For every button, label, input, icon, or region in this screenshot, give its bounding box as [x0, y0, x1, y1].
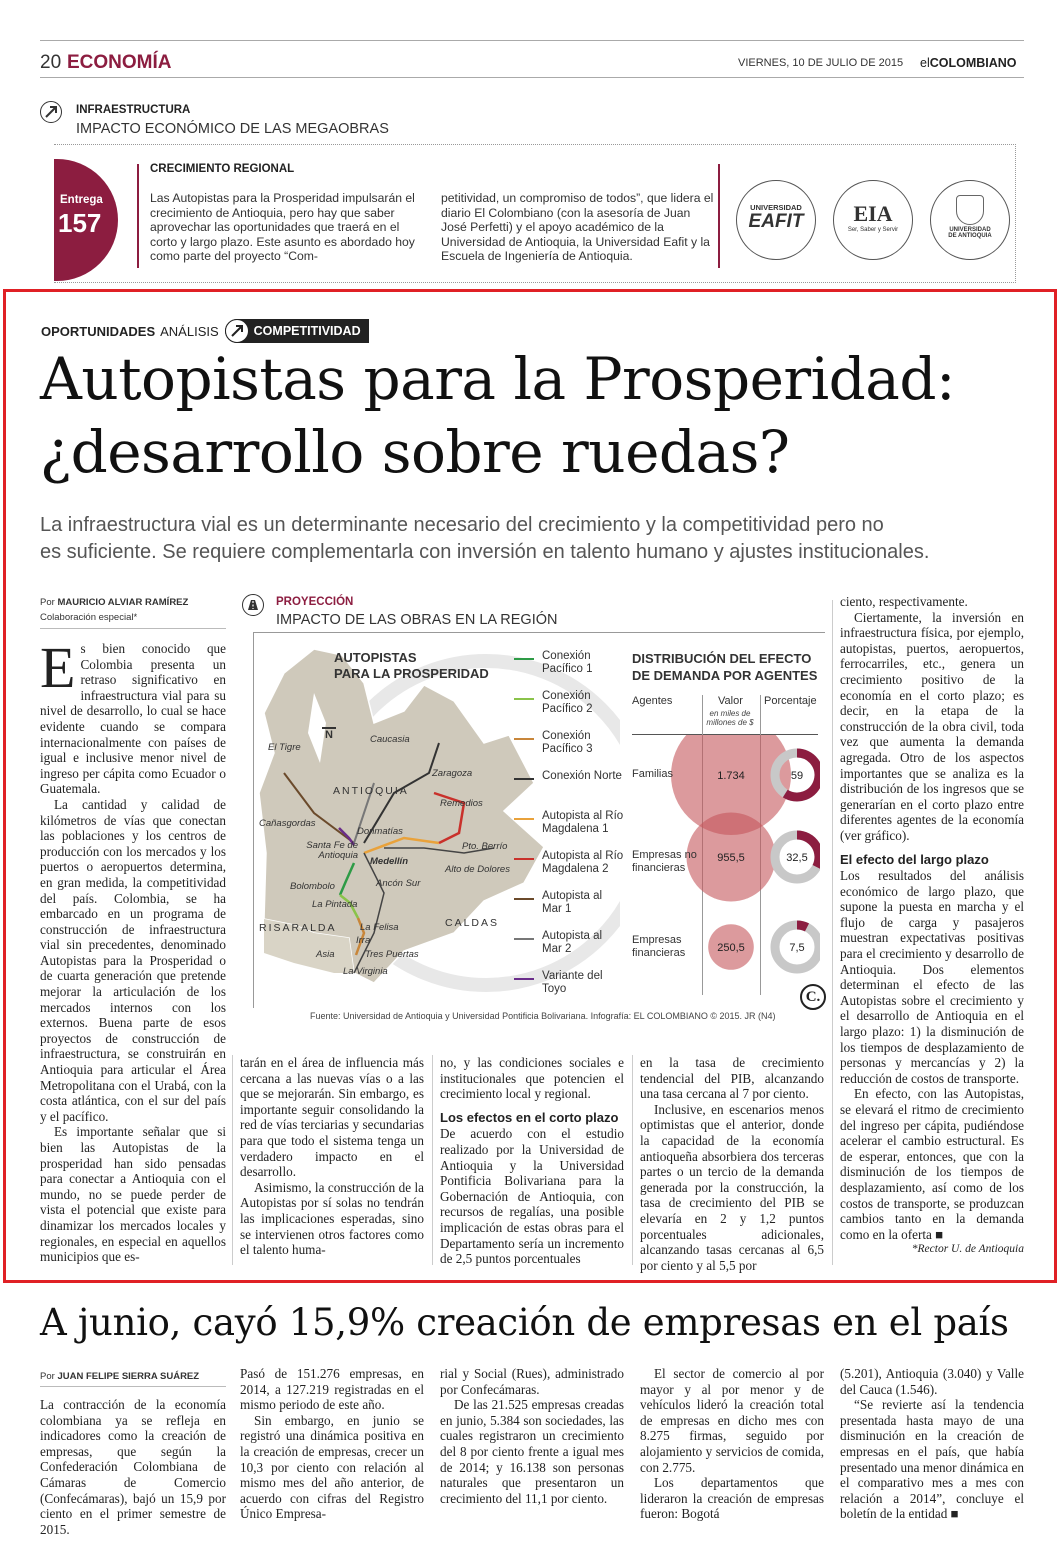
top-rule [40, 40, 1024, 41]
headline-line1: Autopistas para la Prosperidad: [40, 345, 956, 413]
byline-role: Colaboración especial* [40, 612, 138, 623]
north-arrow-icon: N [322, 727, 336, 743]
legend-item [514, 810, 624, 850]
article2-byline-prefix: Por [40, 1371, 55, 1382]
footnote: *Rector U. de Antioquia [911, 1243, 1024, 1256]
a2-col5-p1: (5.201), Antioquia (3.040) y Valle del Cauca (1.546). [840, 1366, 1024, 1397]
issue-date: VIERNES, 10 DE JULIO DE 2015 [738, 57, 904, 69]
col-header-valor: Valor [718, 695, 743, 707]
masthead [40, 52, 1024, 74]
place-santa-fe: Santa Fe de Antioquia [306, 840, 358, 861]
byline [40, 597, 188, 608]
legend-swatch [514, 818, 534, 820]
legend-swatch [514, 698, 534, 700]
col2-p2: Asimismo, la construcción de la Autopistas por sí solas no tendrán las implicaciones esperadas, sino se intervienen otros factores como el talento huma- [240, 1179, 424, 1258]
col3-p2: De acuerdo con el estudio realizado por la Universidad de Antioquia y la Universidad Pontificia Bolivariana para la Gobernación de Antioquia, con recursos de regalías, una posible implicación de estas obras para el Departamento sería un incremento de 2,5 puntos porcentuales [440, 1126, 624, 1267]
col-separator-1 [232, 1055, 233, 1265]
article-col3 [440, 1055, 624, 1267]
series-left-rule [137, 164, 139, 268]
a2-col5-p2-text: “Se revierte así la tendencia presentada hasta mayo de una disminución en la creación de empresas en el país, que había presentado una menor dinámica en el comparativo mes a mes con relación a 2014”, concluye el boletín de la entidad [840, 1397, 1024, 1522]
place-medellin: Medellín [370, 856, 409, 867]
infographic-icon [242, 594, 264, 616]
legend-label: Conexión Pacífico 3 [542, 730, 593, 755]
place-donmatias: Donmatías [357, 826, 403, 837]
map-title-line2: PARA LA PROSPERIDAD [334, 666, 489, 681]
headline-line2: ¿desarrollo sobre ruedas? [40, 418, 790, 486]
col4-p1: en la tasa de crecimiento tendencial del PIB, alcanzando una tasa cercana al 7 por ciento. [640, 1055, 824, 1102]
page-number: 20 [40, 52, 62, 73]
article2-col5 [840, 1366, 1024, 1522]
eafit-line1: UNIVERSIDAD [750, 203, 802, 212]
legend-swatch [514, 858, 534, 860]
infographic-title: IMPACTO DE LAS OBRAS EN LA REGIÓN [276, 612, 558, 628]
col5-subhead: El efecto del largo plazo [840, 851, 989, 867]
a2-col2-p2: Sin embargo, en junio se registró una dinámica positiva en la creación de empresas, crecer un 10,3 por ciento con relación al mismo mes del año anterior, de acuerdo con cifras del Registro Único Empresa- [240, 1412, 424, 1522]
udea-line2: DE ANTIOQUIA [948, 233, 992, 239]
article-col1 [40, 635, 226, 1265]
map-title [334, 650, 489, 682]
udea-line1: UNIVERSIDAD [949, 227, 991, 233]
topic-tag-label: COMPETITIVIDAD [253, 324, 361, 338]
series-kicker: INFRAESTRUCTURA [76, 104, 191, 116]
legend-label: Variante del Toyo [542, 970, 603, 995]
paper-prefix: el [920, 56, 930, 70]
place-asia: Asia [316, 949, 335, 960]
col1-p1-text: s bien conocido que Colombia presenta un retraso significativo en infraestructura vial para su nivel de desarrollo, lo cual se hace evidente cuando se compara internacionalmente con países de igual e inclusive menor nivel de ingreso per cápita como Ecuador o Guatemala. [40, 641, 226, 797]
place-pto-berrio: Pto. Berrío [462, 841, 508, 852]
legend-item [514, 770, 624, 810]
legend-label: Autopista al Mar 1 [542, 890, 603, 915]
place-remedios: Remedios [440, 798, 483, 809]
place-la-virginia: La Virginia [343, 966, 388, 977]
legend-item [514, 890, 624, 930]
legend-label: Autopista al Río Magdalena 1 [542, 810, 624, 835]
infographic-kicker: PROYECCIÓN [276, 596, 354, 608]
legend-swatch [514, 738, 534, 740]
masthead-rule [40, 77, 1024, 78]
legend-item [514, 850, 624, 890]
region-label-antioquia: ANTIOQUIA [333, 785, 409, 797]
legend-item [514, 970, 624, 1010]
a2-col5-p2 [840, 1397, 1024, 1522]
dropcap: E [40, 635, 76, 700]
legend-swatch [514, 778, 534, 780]
a2-col3-p2: De las 21.525 empresas creadas en junio, 5.384 son sociedades, las cuales registraron un crecimiento del 8 por ciento frente a igual mes de 2014; y 16.138 son personas naturales que presentaron un crecimiento del 11,1 por ciento. [440, 1397, 624, 1506]
legend-swatch [514, 938, 534, 940]
col3-p1: no, y las condiciones sociales e institucionales que potencien el crecimiento local y regional. [440, 1055, 624, 1102]
place-el-tigre: El Tigre [268, 742, 301, 753]
col1-p2: La cantidad y calidad de kilómetros de vías que conectan las poblaciones y los centros de producción con los mercados y los puertos o aeropuertos determina, en gran medida, la competitividad del país. Colombia, se ha embarcado en un programa de construcción de infraestructura vial sin precedentes, denominado Autopistas para la Prosperidad o de cuarta generación que pretende mejorar la articulación de los mercados internos con los externos. Buena parte de esos proyectos de construcción de infraestructura, se construirán en Antioquia para articular el Área Metropolitana con el Urabá, con la costa atlántica, con el sur del país y el pacífico. [40, 796, 226, 1124]
a2-col3-p1: rial y Social (Rues), administrado por Confecámaras. [440, 1366, 624, 1397]
percent-donut-arc [797, 925, 807, 927]
percent-label: 7,5 [789, 942, 805, 954]
eafit-logo [736, 180, 816, 260]
col-header-porcentaje: Porcentaje [764, 695, 817, 707]
legend-swatch [514, 978, 534, 980]
deck-line1: La infraestructura vial es un determinante necesario del crecimiento y la competitividad pero no [40, 514, 884, 536]
article2-byline [40, 1371, 199, 1382]
infographic-logo-icon: C. [800, 984, 826, 1010]
arrow-badge-icon [225, 319, 249, 343]
col2-p1: tarán en el área de influencia más cercana a las nuevas vías o a las que se mejorarán. Sin embargo, es importante seguir consolidando la red de vías terciarias y secundarias para que todo el sistema tenga un verdadero impacto en el desarrollo. [240, 1055, 424, 1180]
col1-p3: Es importante señalar que si bien las Autopistas de la prosperidad han sido pensadas para conectar a Antioquia con el mundo, no se puede perder de vista el potencial que existe para dinamizar los mercados locales y regionales, en especial en aquellos municipios que es- [40, 1124, 226, 1265]
paper-name [920, 56, 1017, 70]
infographic-source: Fuente: Universidad de Antioquia y Universidad Pontificia Bolivariana. Infografía: EL COLOMBIANO © 2015. JR (N4) [310, 1011, 776, 1021]
place-ancon-sur: Ancón Sur [376, 878, 421, 889]
article-col2 [240, 1055, 424, 1258]
agent-familias: Familias [632, 768, 673, 780]
entrega-label: Entrega [60, 194, 103, 206]
legend-item [514, 690, 624, 730]
place-irra: Irra [356, 935, 371, 946]
col5-p1: ciento, respectivamente. [840, 594, 968, 609]
article2-col4 [640, 1366, 824, 1522]
legend-swatch [514, 898, 534, 900]
eia-line2: Ser, Saber y Servir [847, 227, 899, 233]
legend-item [514, 650, 624, 690]
place-canasgordas: Cañasgordas [259, 818, 316, 829]
col3-subhead: Los efectos en el corto plazo [440, 1109, 619, 1125]
topic-tag [225, 319, 369, 343]
col-separator-4 [832, 600, 833, 1265]
section-name: ECONOMÍA [67, 52, 172, 73]
article2-headline: A junio, cayó 15,9% creación de empresas en el país [40, 1301, 1009, 1344]
place-alto-de-dolores: Alto de Dolores [445, 864, 510, 875]
article2-col3 [440, 1366, 624, 1506]
value-label: 250,5 [717, 942, 745, 954]
legend-label: Conexión Norte [542, 770, 622, 782]
col1-p1 [40, 635, 226, 797]
col-header-agentes: Agentes [632, 695, 673, 707]
value-label: 955,5 [717, 852, 745, 864]
article2-byline-rule [40, 1386, 226, 1387]
col4-p2: Inclusive, en escenarios menos optimistas que el anterior, donde la capacidad de la economía antioqueña absorbiera dos terceras partes o un tercio de la demanda generada por la construcción, la tasa de crecimiento del PIB se elevaría en 2 y 1,2 puntos porcentuales adicionales, alcanzando tasas cercanas al 6,5 por ciento y al 5,5 por [640, 1101, 824, 1273]
series-box-title: CRECIMIENTO REGIONAL [150, 163, 295, 175]
series-mid-rule [718, 164, 720, 268]
a2-col1-text: La contracción de la economía colombiana ya se refleja en indicadores como la creación de empresas, que según la Confederación Colombiana de Cámaras de Comercio (Confecámaras), bajó un 15,9 por ciento en el primer semestre de 2015. [40, 1397, 226, 1537]
percent-label: 59 [790, 770, 804, 782]
agent-empresas-financieras: Empresas financieras [632, 934, 686, 959]
chart-title: DISTRIBUCIÓN DEL EFECTO DE DEMANDA POR AGENTES [632, 651, 818, 683]
col5-p3: Los resultados del análisis económico de largo plazo, que supone la puesta en marcha y el flujo de carga y pasajeros muestran expectativas positivas para el crecimiento y desarrollo de Antioquia. Dos elementos determinan el efecto de las Autopistas sobre el crecimiento y el desarrollo de Antioquia en el largo plazo: 1) la disminución de los tiempos de desplazamiento de personas y mercancías y 2) la reducción de costos de transporte. [840, 868, 1024, 1086]
byline-author: MAURICIO ALVIAR RAMÍREZ [57, 597, 189, 608]
col5-p4-text: En efecto, con las Autopistas, se elevará el ritmo de crecimiento del ingreso per cápita, pudiéndose acelerar el cambio estructural. Es de esperar, entonces, que con la disminución de los tiempos de desplazamiento, así como de los costos de transporte, se produzcan cambios tanto en la demanda como en la oferta [840, 1086, 1024, 1242]
article-col4 [640, 1055, 824, 1273]
series-text-col2: petitividad, un compromiso de todos”, que lidera el diario El Colombiano (con la asesoría de Juan José Perfetti) y el apoyo académico de la Universidad de Antioquia, la Universidad Eafit y la Escuela de Ingeniería de Antioquia. [441, 191, 714, 264]
legend-label: Conexión Pacífico 1 [542, 650, 593, 675]
legend-label: Conexión Pacífico 2 [542, 690, 593, 715]
article2-byline-author: JUAN FELIPE SIERRA SUÁREZ [57, 1371, 200, 1382]
a2-col4-p2: Los departamentos que lideraron la creación de empresas fueron: Bogotá [640, 1475, 824, 1522]
map-title-line1: AUTOPISTAS [334, 650, 417, 665]
eia-line1: EIA [853, 201, 893, 226]
article-col5 [840, 594, 1024, 1258]
legend-item [514, 730, 624, 770]
section-tag: OPORTUNIDADES [41, 323, 156, 339]
legend-label: Autopista al Río Magdalena 2 [542, 850, 624, 875]
paper-name-bold: COLOMBIANO [929, 56, 1017, 70]
agent-empresas-no-financieras: Empresas no financieras [632, 849, 697, 874]
article2-col2 [240, 1366, 424, 1522]
place-la-pintada: La Pintada [312, 899, 358, 910]
place-la-felisa: La Felisa [360, 922, 399, 933]
col5-p2: Ciertamente, la inversión en infraestructura física, por ejemplo, autopistas, puertos, aeropuertos, ferrocarriles, etc., genera un crecimiento positivo de la economía en el corto plazo; es decir, en la etapa de la construcción de la obra civil, toda vez que aumenta la demanda agregada. Otro de los aspectos importantes que se analiza es la distribución de los ingresos que se generarían en el corto plazo entre diferentes agentes de la economía (ver gráfico). [840, 609, 1024, 843]
legend-swatch [514, 658, 534, 660]
article2-col1 [40, 1397, 226, 1537]
col5-p4 [840, 1086, 1024, 1242]
eafit-line2: EAFIT [748, 211, 804, 232]
byline-prefix: Por [40, 597, 55, 608]
region-label-caldas: CALDAS [445, 917, 500, 929]
a2-end-mark: ■ [950, 1506, 959, 1522]
a2-col2-p1: Pasó de 151.276 empresas, en 2014, a 127.219 registradas en el mismo periodo de este año. [240, 1366, 424, 1413]
col-separator-2 [432, 1055, 433, 1265]
eia-logo [833, 180, 913, 260]
analysis-tag: ANÁLISIS [160, 323, 219, 339]
entrega-number: 157 [58, 208, 102, 238]
place-caucasia: Caucasia [370, 734, 410, 745]
seal-icon [956, 195, 984, 225]
diagonal-arrow-icon [44, 105, 58, 119]
percent-label: 32,5 [786, 852, 808, 864]
road-icon [247, 599, 259, 611]
legend-item [514, 930, 624, 970]
place-bolombolo: Bolombolo [290, 881, 335, 892]
region-label-risaralda: RISARALDA [259, 922, 337, 934]
a2-col4-p1: El sector de comercio al por mayor y al por menor y de vehículos lideró la creación total de empresas en dicho mes con 8.275 firmas, seguido por alojamiento y servicios de comida, con 2.775. [640, 1366, 824, 1475]
series-text-col1: Las Autopistas para la Prosperidad impulsarán el crecimiento de Antioquia, pero hay que saber aprovechar las oportunidades que traerá en el corto y largo plazo. Este asunto es abordado hoy como parte del proyecto “Com- [150, 191, 415, 264]
place-zaragoza: Zaragoza [432, 768, 473, 779]
legend-label: Autopista al Mar 2 [542, 930, 603, 955]
end-mark: ■ [935, 1226, 944, 1242]
series-title: IMPACTO ECONÓMICO DE LAS MEGAOBRAS [76, 121, 389, 137]
place-tres-puertas: Tres Puertas [365, 949, 419, 960]
deck-line2: es suficiente. Se requiere complementarla con inversión en talento humano y ajustes institucionales. [40, 541, 930, 563]
byline-rule [40, 628, 226, 629]
value-label: 1.734 [717, 770, 745, 782]
value-unit-note: en miles de millones de $ [706, 709, 754, 727]
article-tags [41, 318, 369, 344]
col-separator-3 [632, 1055, 633, 1265]
route-legend [514, 650, 624, 1010]
udea-logo [930, 180, 1010, 260]
